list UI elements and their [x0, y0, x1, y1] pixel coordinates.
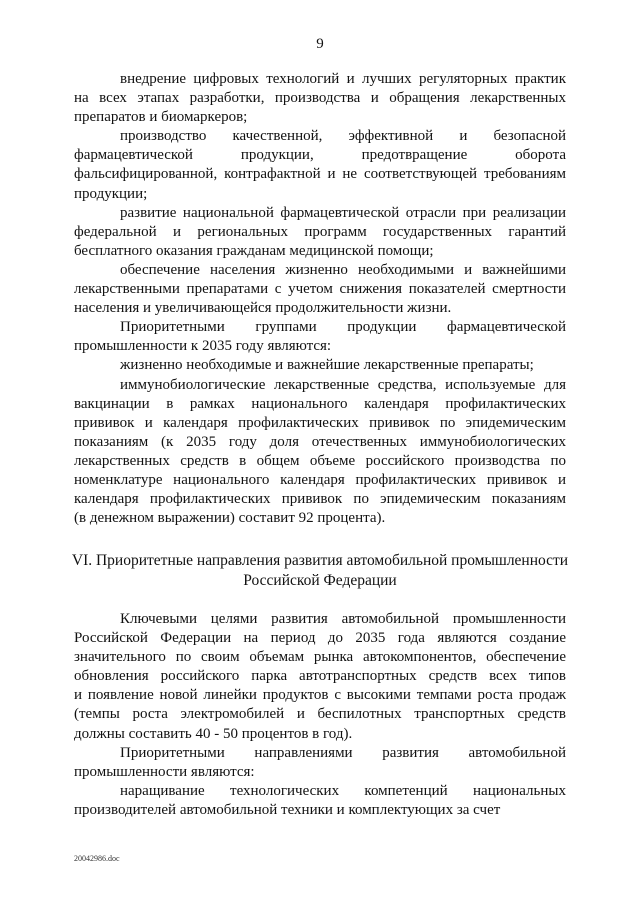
- paragraph: [74, 318, 566, 356]
- text-line: должны составить 40 - 50 процентов в год).: [74, 725, 353, 742]
- text-line: номенклатуре национального календаря профилактических прививок и: [74, 471, 566, 488]
- text-line: производство качественной, эффективной и безопасной: [120, 128, 566, 145]
- paragraph: [74, 376, 566, 529]
- text-line: обеспечение населения жизненно необходимыми и важнейшими: [120, 261, 566, 278]
- text-line: населения и увеличивающейся продолжительности жизни.: [74, 300, 452, 317]
- text-line: значительного по своим объемам рынка автокомпонентов, обеспечение: [74, 649, 566, 666]
- paragraph: [74, 204, 566, 261]
- section-heading-line-1: VI. Приоритетные направления развития автомобильной промышленности: [71, 552, 569, 569]
- paragraph: [74, 356, 566, 375]
- text-line: внедрение цифровых технологий и лучших регуляторных практик: [120, 71, 566, 87]
- text-line: Приоритетными направлениями развития автомобильной: [120, 744, 566, 761]
- text-line: федеральной и региональных программ государственных гарантий: [74, 223, 566, 240]
- text-line: прививок и календаря профилактических прививок по эпидемическим: [74, 414, 566, 431]
- text-line: развитие национальной фармацевтической отрасли при реализации: [120, 204, 566, 221]
- text-line: обновления российского парка автотранспортных средств всех типов: [74, 668, 566, 685]
- text-line: наращивание технологических компетенций национальных: [120, 782, 566, 799]
- text-line: Приоритетными группами продукции фармацевтической: [120, 319, 566, 336]
- text-line: жизненно необходимые и важнейшие лекарственные препараты;: [120, 357, 534, 374]
- text-line: календаря профилактических прививок по эпидемическим показаниям: [74, 491, 566, 508]
- text-line: вакцинации в рамках национального календаря профилактических: [74, 395, 566, 412]
- paragraph: [74, 744, 566, 782]
- text-line: фармацевтической продукции, предотвращение оборота: [74, 147, 566, 164]
- text-line: иммунобиологические лекарственные средства, используемые для: [120, 376, 566, 393]
- text-line: и появление новой линейки продуктов с высокими темпами роста продаж: [74, 687, 566, 704]
- paragraph: [74, 782, 566, 820]
- text-line: (в денежном выражении) составит 92 процента).: [74, 510, 386, 527]
- paragraph: [74, 70, 566, 127]
- text-line: бесплатного оказания гражданам медицинской помощи;: [74, 242, 434, 259]
- paragraph: [74, 127, 566, 203]
- text-line: продукции;: [74, 185, 148, 202]
- text-line: показаниям (к 2035 году доля отечественных иммунобиологических: [74, 433, 566, 450]
- text-line: фальсифицированной, контрафактной и не соответствующей требованиям: [74, 166, 566, 183]
- paragraph: [74, 261, 566, 318]
- text-block-1: [74, 70, 566, 528]
- text-line: препаратов и биомаркеров;: [74, 109, 248, 126]
- section-heading-line-2: Российской Федерации: [243, 572, 397, 589]
- text-line: производителей автомобильной техники и комплектующих за счет: [74, 801, 501, 818]
- text-line: промышленности являются:: [74, 763, 255, 780]
- text-line: на всех этапах разработки, производства и обращения лекарственных: [74, 90, 566, 107]
- text-line: Российской Федерации на период до 2035 года являются создание: [74, 630, 566, 647]
- footer-code: 20042986.doc: [74, 854, 120, 863]
- text-line: Ключевыми целями развития автомобильной промышленности: [120, 611, 566, 627]
- text-line: промышленности к 2035 году являются:: [74, 338, 332, 355]
- page-number: 9: [316, 36, 324, 52]
- section-heading: [60, 551, 580, 591]
- text-line: лекарственных средств в общем объеме российского производства по: [74, 452, 566, 469]
- text-line: (темпы роста электромобилей и беспилотных транспортных средств: [74, 706, 566, 723]
- text-block-2: [74, 610, 566, 820]
- text-line: лекарственными препаратами с учетом снижения показателей смертности: [74, 281, 566, 298]
- paragraph: [74, 610, 566, 744]
